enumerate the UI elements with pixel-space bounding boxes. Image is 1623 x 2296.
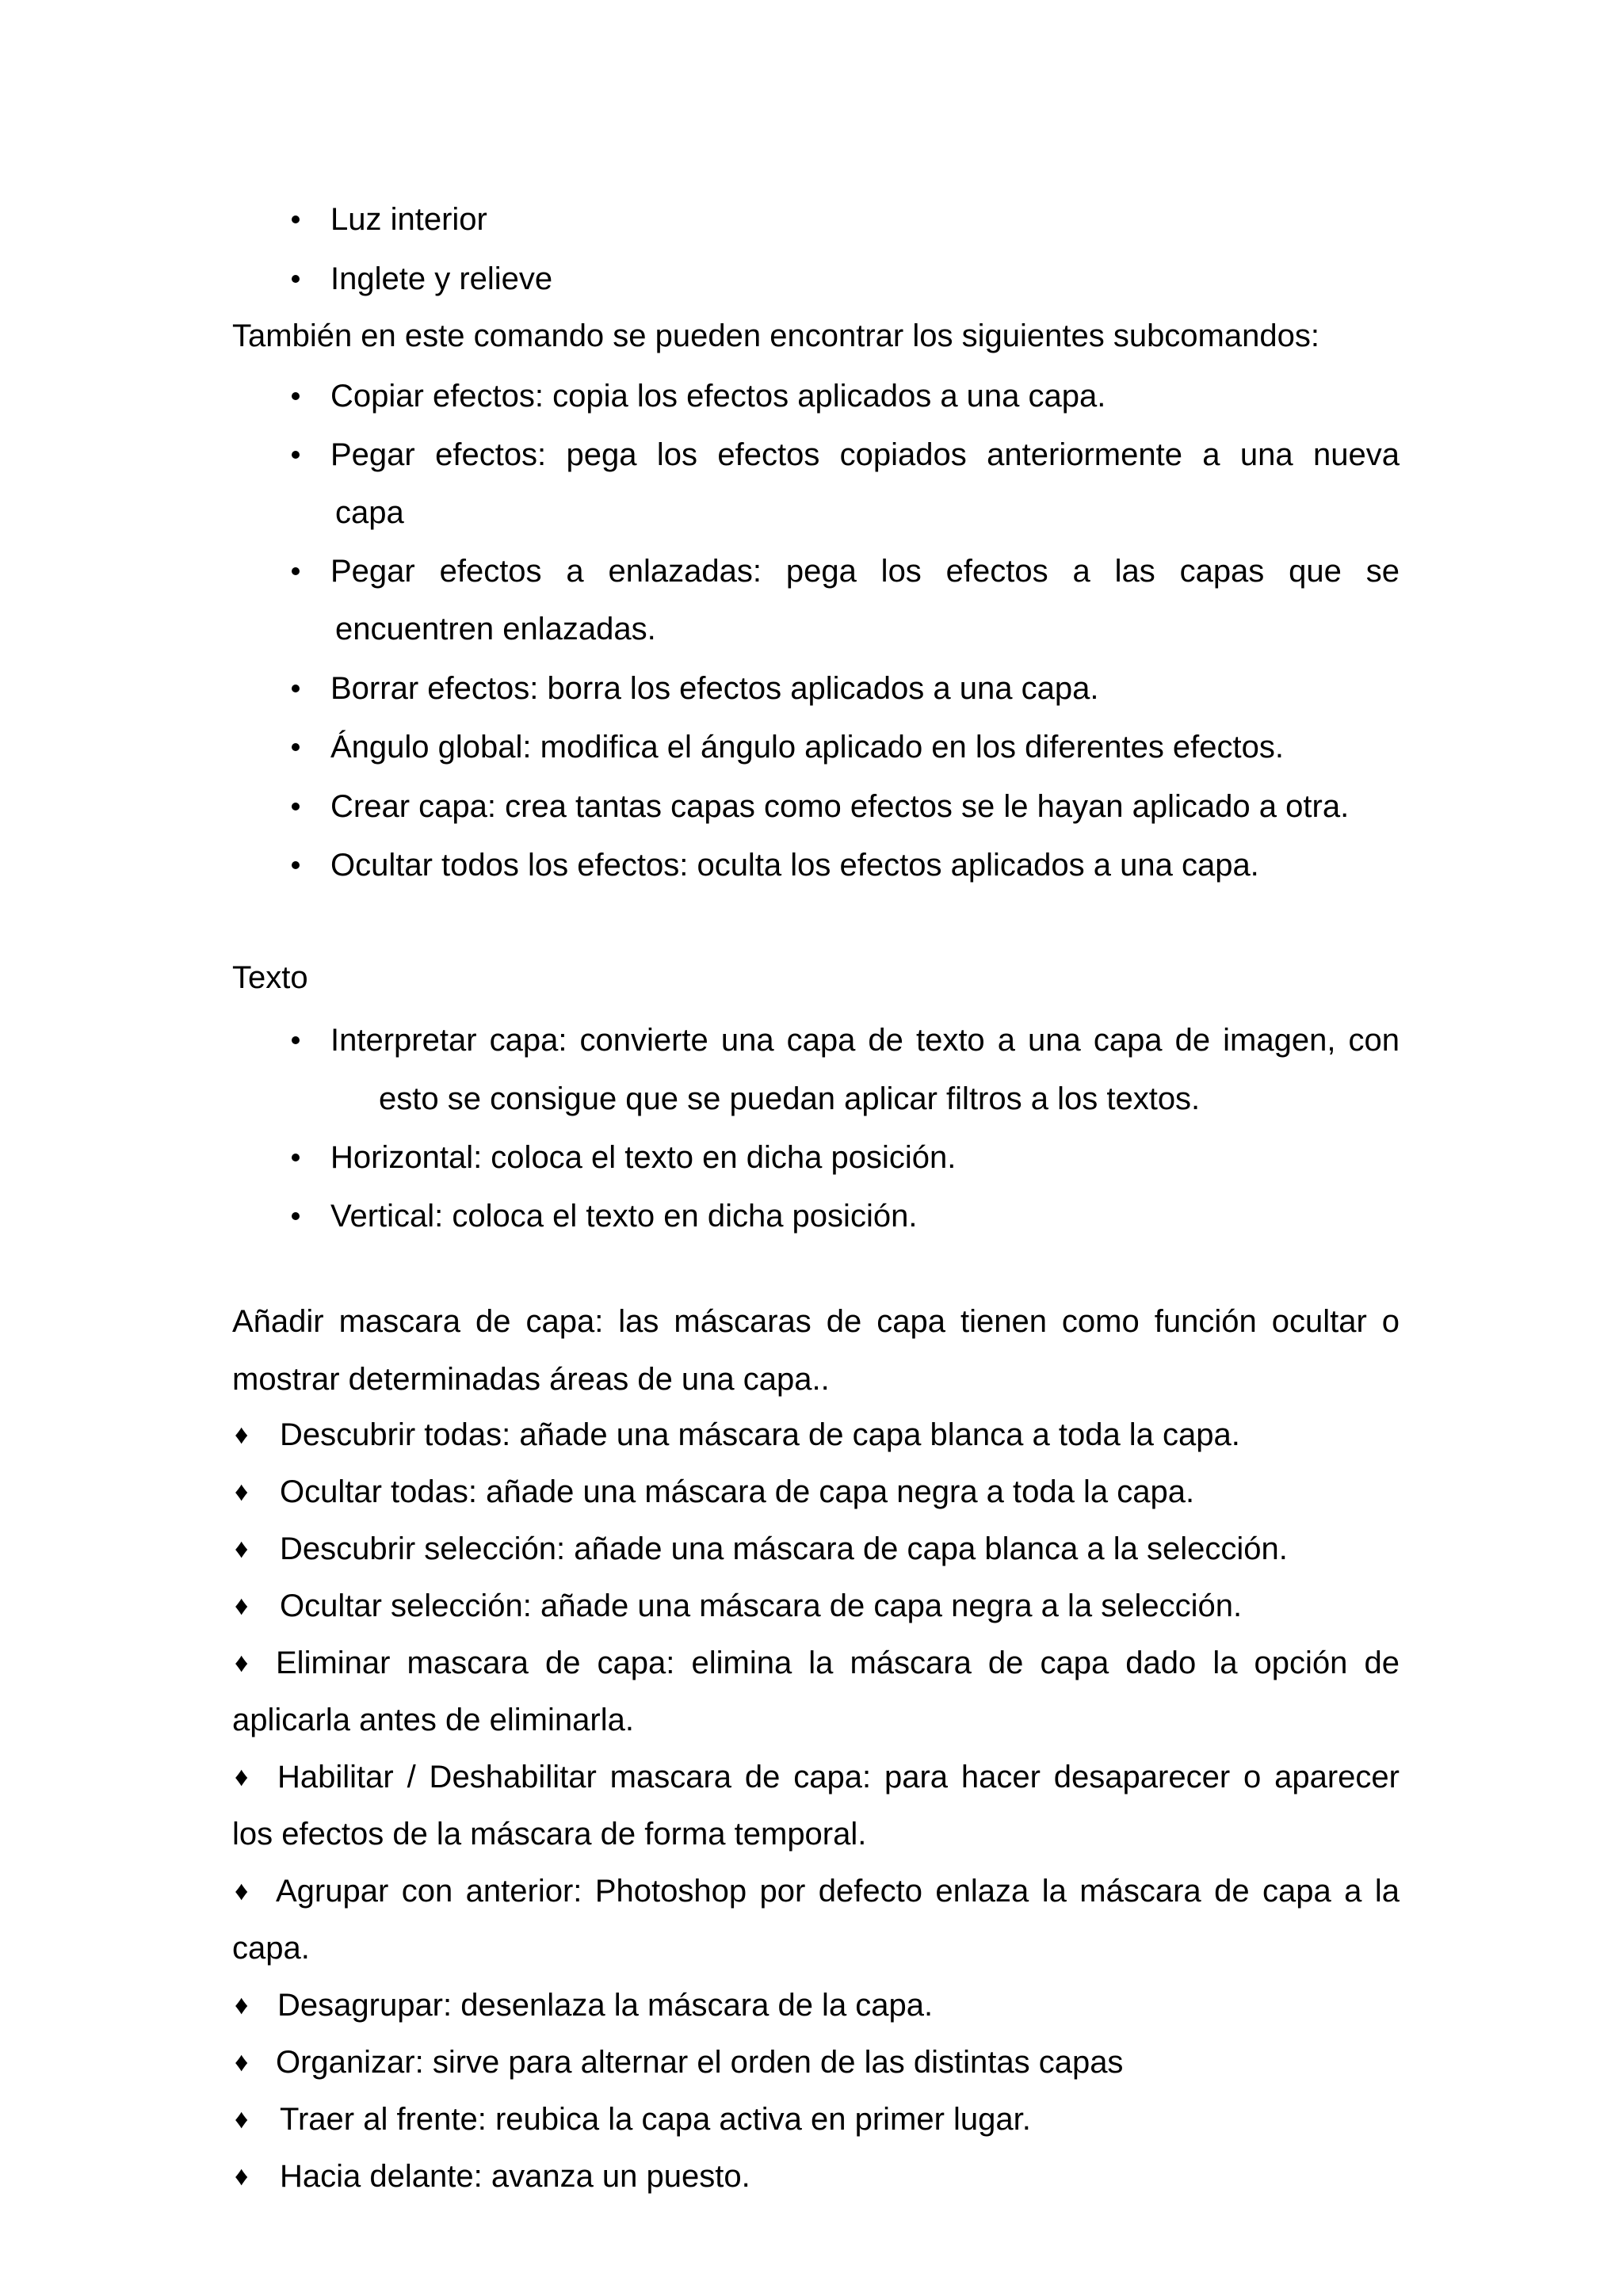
bullet-text: Ángulo global: modifica el ángulo aplicado en los diferentes efectos. (330, 730, 1285, 765)
bullet-text: Pegar efectos: pega los efectos copiados anteriormente a una nueva (330, 437, 1400, 472)
diamond-item-continuation: los efectos de la máscara de forma temporal. (232, 1817, 867, 1852)
diamond-item-text: Traer al frente: reubica la capa activa en primer lugar. (280, 2102, 1031, 2137)
paragraph-mascara: Añadir mascara de capa: las máscaras de capa tienen como función ocultar o (232, 1304, 1400, 1339)
diamond-item-text: Ocultar todas: añade una máscara de capa negra a toda la capa. (280, 1474, 1195, 1509)
section-heading-texto: Texto (232, 960, 308, 995)
diamond-item-text: Descubrir selección: añade una máscara de capa blanca a la selección. (280, 1531, 1288, 1566)
bullet-icon (292, 275, 300, 283)
bullet-icon (292, 1212, 300, 1220)
diamond-item-continuation: aplicarla antes de eliminarla. (232, 1703, 634, 1737)
bullet-icon (292, 1154, 300, 1161)
diamond-bullet-icon: ♦ (235, 1591, 249, 1621)
diamond-item-text: Habilitar / Deshabilitar mascara de capa: para hacer desaparecer o aparecer (277, 1760, 1400, 1794)
bullet-icon (292, 685, 300, 692)
bullet-icon (292, 215, 300, 223)
diamond-item-text: Ocultar selección: añade una máscara de capa negra a la selección. (280, 1589, 1243, 1623)
diamond-item-text: Hacia delante: avanza un puesto. (280, 2159, 750, 2194)
bullet-text-continuation: encuentren enlazadas. (335, 612, 656, 646)
diamond-bullet-icon: ♦ (235, 2161, 249, 2191)
bullet-text: Interpretar capa: convierte una capa de texto a una capa de imagen, con (330, 1023, 1400, 1058)
bullet-text: Inglete y relieve (330, 261, 553, 296)
bullet-text-continuation: capa (335, 495, 404, 530)
diamond-bullet-icon: ♦ (235, 1534, 249, 1564)
diamond-bullet-icon: ♦ (235, 2047, 249, 2077)
diamond-item-text: Desagrupar: desenlaza la máscara de la capa. (277, 1988, 934, 2023)
bullet-text-continuation: esto se consigue que se puedan aplicar filtros a los textos. (379, 1081, 1201, 1116)
bullet-icon (292, 861, 300, 869)
bullet-icon (292, 451, 300, 459)
bullet-icon (292, 392, 300, 400)
bullet-text: Luz interior (330, 202, 487, 237)
bullet-icon (292, 567, 300, 575)
bullet-text: Borrar efectos: borra los efectos aplicados a una capa. (330, 671, 1099, 706)
bullet-text: Horizontal: coloca el texto en dicha posición. (330, 1140, 957, 1175)
bullet-text: Copiar efectos: copia los efectos aplicados a una capa. (330, 379, 1106, 414)
diamond-item-text: Organizar: sirve para alternar el orden de las distintas capas (276, 2045, 1124, 2080)
paragraph-subcommands-intro: También en este comando se pueden encontrar los siguientes subcomandos: (232, 318, 1319, 353)
diamond-bullet-icon: ♦ (235, 1876, 249, 1906)
diamond-bullet-icon: ♦ (235, 2104, 249, 2134)
diamond-item-text: Agrupar con anterior: Photoshop por defecto enlaza la máscara de capa a la (276, 1874, 1400, 1909)
bullet-text: Crear capa: crea tantas capas como efectos se le hayan aplicado a otra. (330, 789, 1350, 824)
bullet-icon (292, 743, 300, 751)
diamond-item-text: Descubrir todas: añade una máscara de capa blanca a toda la capa. (280, 1417, 1240, 1452)
bullet-text: Ocultar todos los efectos: oculta los efectos aplicados a una capa. (330, 848, 1259, 883)
diamond-bullet-icon: ♦ (235, 1648, 249, 1678)
diamond-bullet-icon: ♦ (235, 1990, 249, 2020)
diamond-bullet-icon: ♦ (235, 1762, 249, 1792)
diamond-bullet-icon: ♦ (235, 1477, 249, 1507)
diamond-item-continuation: capa. (232, 1931, 310, 1966)
bullet-text: Pegar efectos a enlazadas: pega los efectos a las capas que se (330, 554, 1400, 589)
diamond-bullet-icon: ♦ (235, 1420, 249, 1450)
paragraph-mascara-continuation: mostrar determinadas áreas de una capa.. (232, 1362, 830, 1397)
bullet-text: Vertical: coloca el texto en dicha posición. (330, 1199, 918, 1234)
diamond-item-text: Eliminar mascara de capa: elimina la máscara de capa dado la opción de (276, 1646, 1400, 1680)
bullet-icon (292, 803, 300, 810)
bullet-icon (292, 1036, 300, 1044)
